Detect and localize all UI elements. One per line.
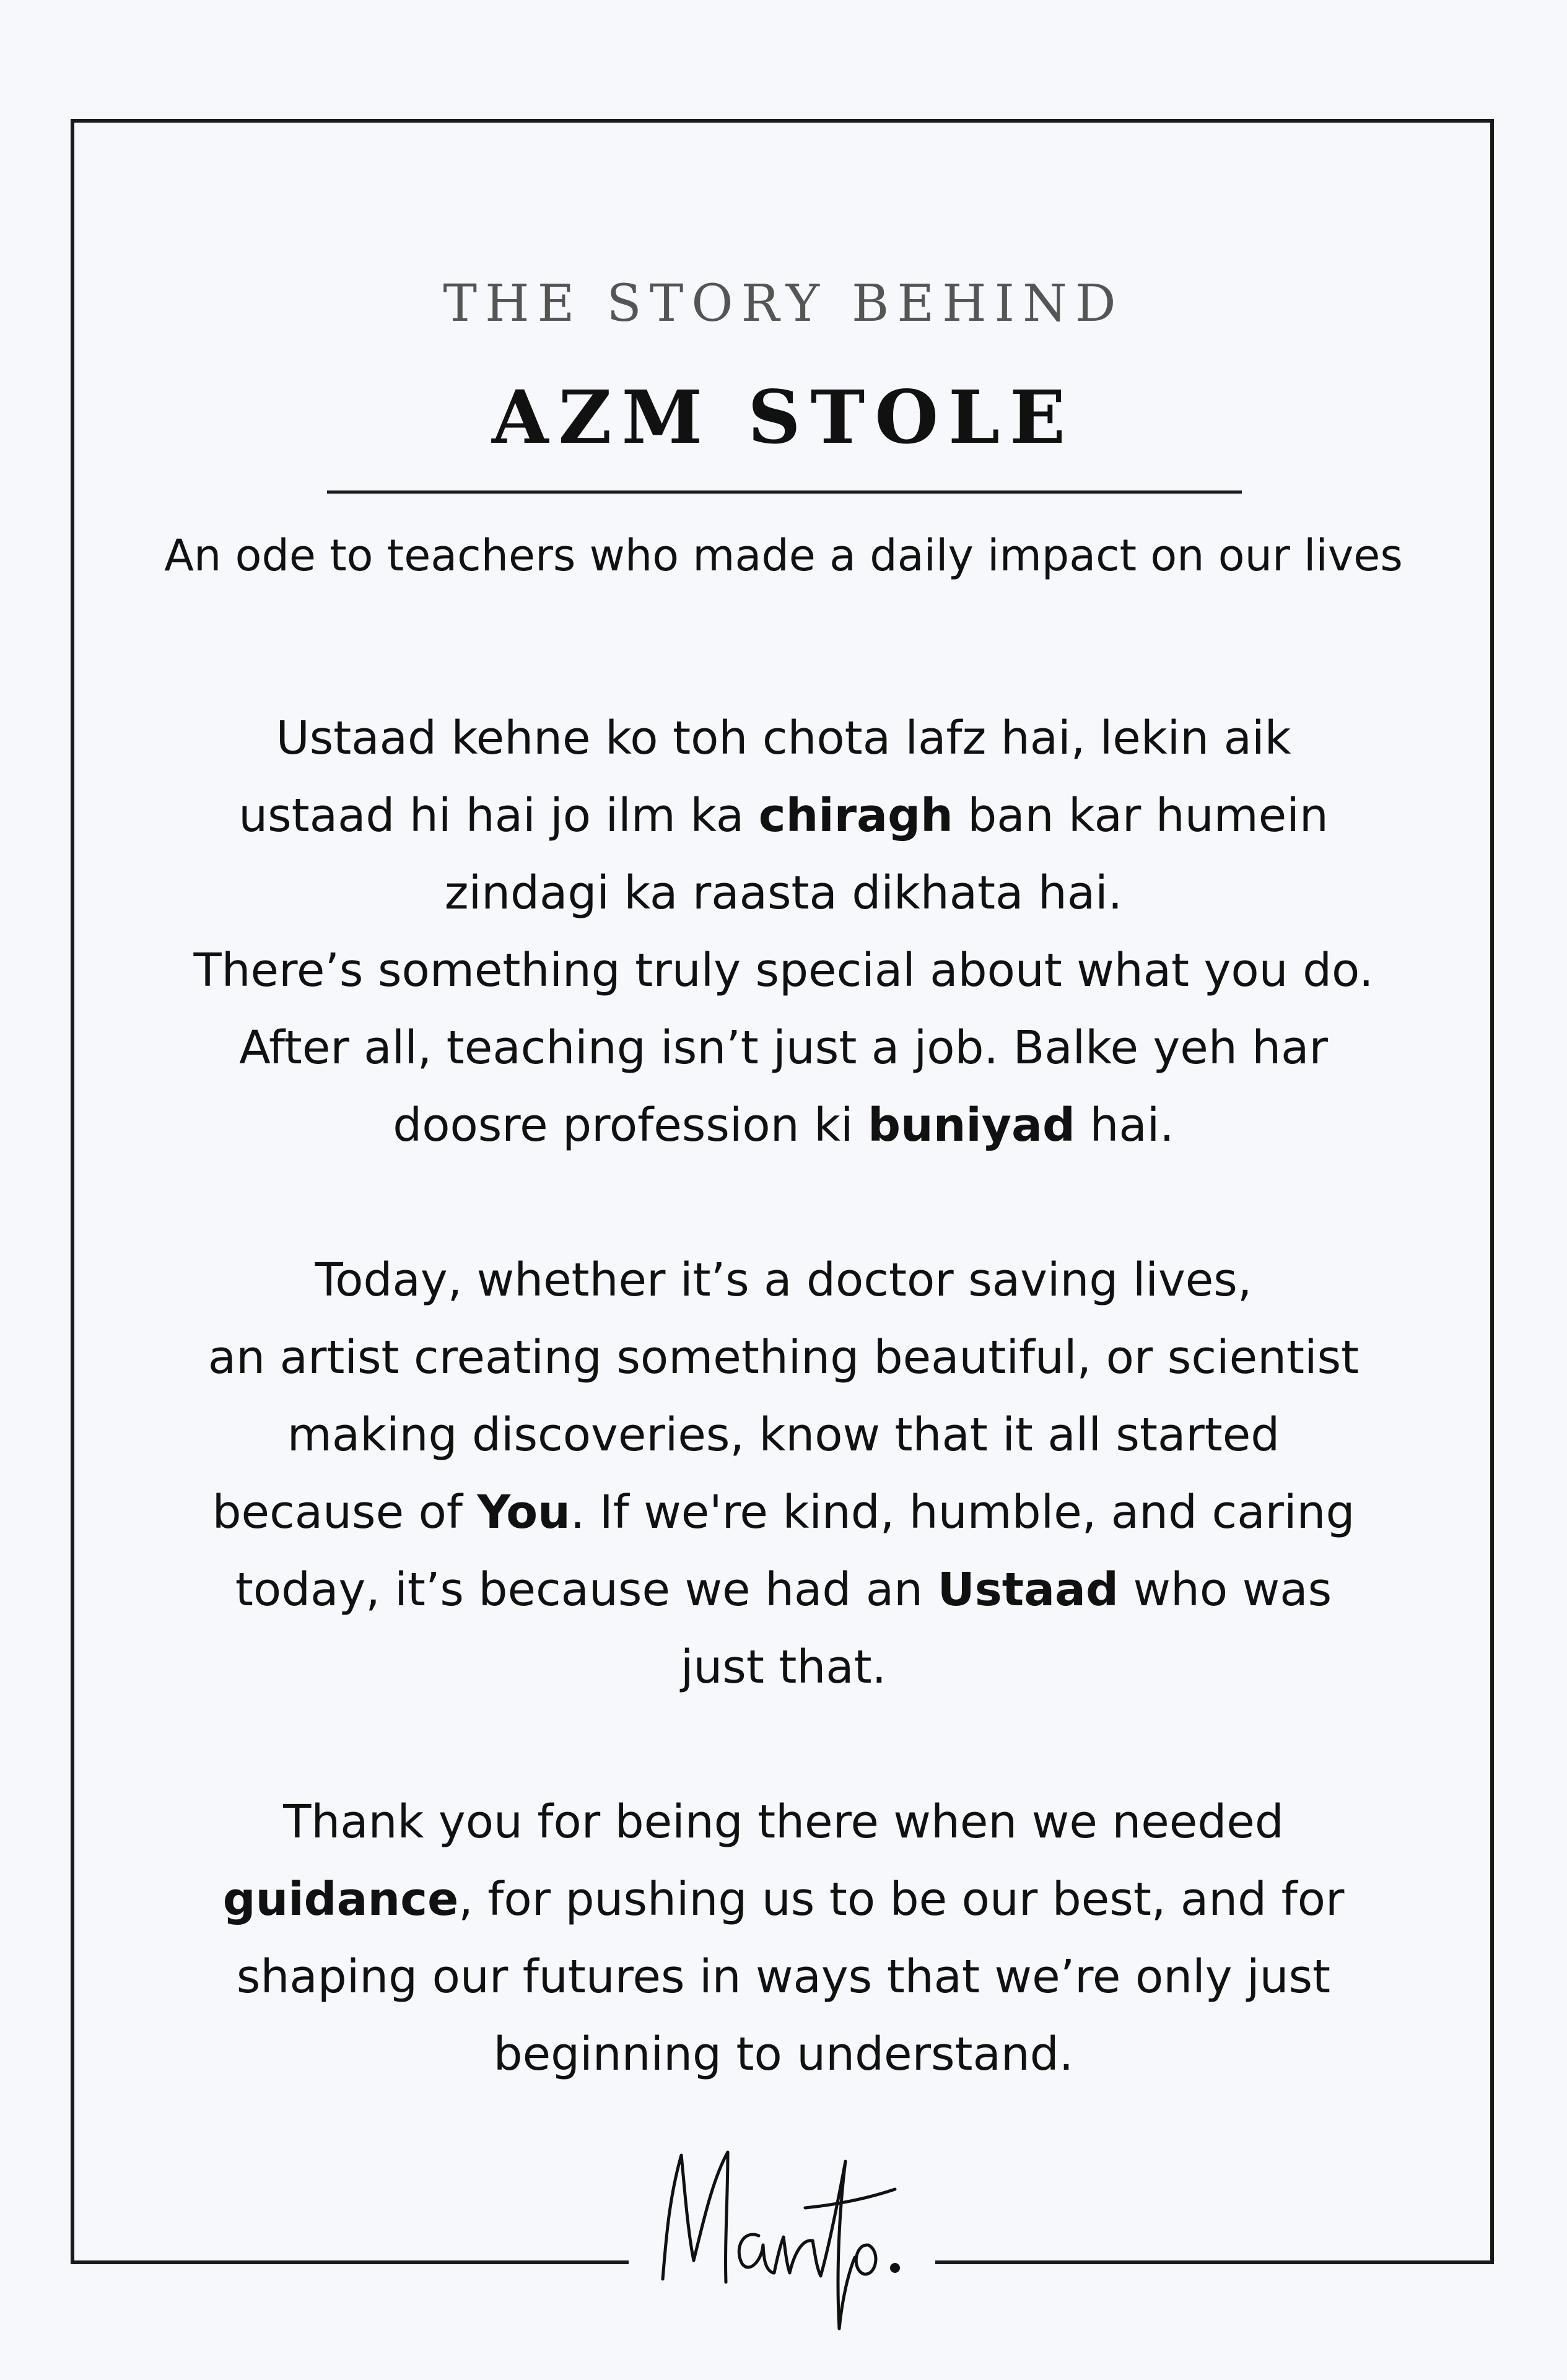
emphasis-word: You [477,1486,570,1539]
emphasis-word: chiragh [758,789,953,842]
line: just that. [680,1641,887,1694]
line: Thank you for being there when we needed [283,1795,1284,1849]
emphasis-word: guidance [222,1873,459,1926]
line: zindagi ka raasta dikhata hai. [444,866,1123,920]
line: an artist creating something beautiful, or scientist [207,1331,1360,1384]
emphasis-word: buniyad [868,1099,1075,1152]
line: making discoveries, know that it all started [287,1408,1280,1462]
line: , for pushing us to be our best, and for [458,1873,1345,1926]
paragraph-1 [155,700,1412,1164]
line: beginning to understand. [493,2028,1074,2081]
line: hai. [1075,1099,1174,1152]
paragraph-gap [155,1164,1412,1242]
line: After all, teaching isn’t just a job. Balke yeh har [239,1021,1328,1074]
signature-dot [890,2263,900,2273]
paragraph-2 [155,1242,1412,1706]
line: who was [1118,1563,1332,1616]
line: because of [212,1486,478,1539]
line: ustaad hi hai jo ilm ka [238,789,759,842]
kicker-text: THE STORY BEHIND [443,274,1124,333]
subtitle: An ode to teachers who made a daily impact on our lives [164,530,1403,581]
line: There’s something truly special about what you do. [193,944,1374,997]
line: Today, whether it’s a doctor saving lives, [315,1253,1252,1307]
line: . If we're kind, humble, and caring [570,1486,1355,1539]
paragraph-3 [155,1784,1412,2093]
line: doosre profession ki [393,1099,868,1152]
title-divider [327,490,1242,494]
line: shaping our futures in ways that we’re only just [236,1950,1331,2003]
line: ban kar humein [953,789,1329,842]
line: today, it’s because we had an [235,1563,938,1616]
emphasis-word: Ustaad [937,1563,1119,1616]
signature-manto [650,2137,923,2341]
paragraph-gap [155,1706,1412,1784]
line: Ustaad kehne ko toh chota lafz hai, lekin aik [276,712,1291,765]
story-body [155,700,1412,2093]
page-title: AZM STOLE [491,374,1076,460]
